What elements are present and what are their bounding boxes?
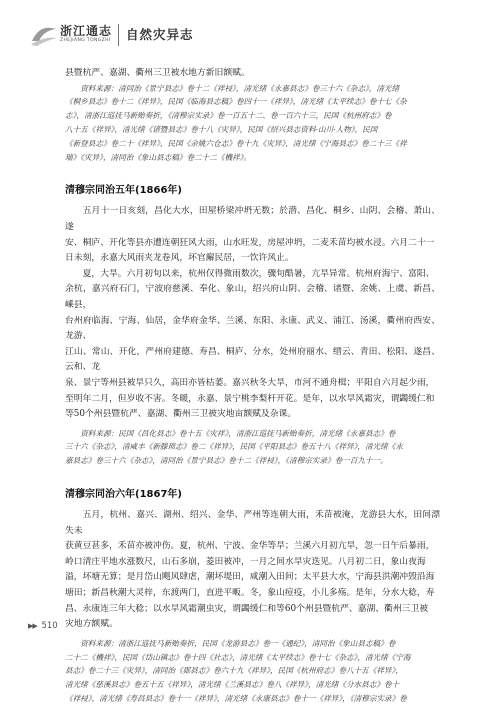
source-note: 资料来源：清同治《景宁县志》卷十二《祥祲》，清光绪《永嘉县志》卷三十六《杂志》，清光绪 《桐乡县志》卷十二《祥异》，民国《临海县志稿》卷四十一《祥异》，清光绪《太平续志》卷十七《杂 志》，清浙江巡抚马新贻奏折，《清穆宗实录》卷一百五十二、卷一百六十三，民国《杭州府志》卷 八十五《祥异》，清光绪《诸暨县志》卷十八《灾异》，民国《绍兴县志资料·山川·人物》，民国 《新登县志》卷二十《祥异》，民国《余姚六仓志》卷十九《灾异》，清光绪《宁海县志》卷二十三《祥 瑞》《灾异》，清同治《象山县志稿》卷二十二《機祥》。 [65,83,407,162]
section-heading: 清穆宗同治五年(1866年) [65,185,182,197]
chapter-title: 自然灾异志 [126,27,194,42]
page-number: 510 [41,621,58,631]
logo-subtitle: ZHEJIANG TONGZHI [60,38,111,43]
logo [30,20,116,54]
source-note: 资料来源：清浙江巡抚马新贻奏折，民国《龙游县志》卷一《通纪》，清同治《象山县志稿》卷 二十二《機祥》，民国《岱山镇志》卷十四《社志》，清光绪《太平续志》卷十七《杂志》，清光绪《宁海 县志》卷二十三《灾异》，清同治《郧县志》卷六十九《祥异》，民国《杭州府志》卷八十五《祥异》， 清光绪《慈溪县志》卷五十五《祥异》，清光绪《兰溪县志》卷八《祥异》，清光绪《分水县志》卷十 《祥祲》，清光绪《寿昌县志》卷十一《祥异》，清光绪《永康县志》卷十一《祥异》，《清穆宗实录》卷 [65,638,411,704]
page-header [0,0,480,62]
body-paragraph: 五月十一日亥刻，昌化大水，田屋桥梁冲坍无数；於潜、昌化、桐乡、山阴、会稽、萧山、遂 安、桐庐、开化等县亦遭连朝狂风大雨，山水旺发，房屋冲坍，二麦禾苗均被水浸。六月二十一 日未刻，永嘉大风雨夹龙卷风，坏官廨民居，一饮许风止。 [65,206,440,264]
header-divider [118,24,119,46]
body-paragraph: 五月，杭州、嘉兴、湖州、绍兴、金华、严州等连朝大雨，禾苗被淹，龙游县大水，田间漂失未 获黄豆甚多，禾苗亦被冲伤。夏，杭州、宁波、金华等旱；兰溪六月初亢旱，忽一日午后暴雨， 岭口清庄平地水涨数尺，山石多崩，菱田被冲，一月之间水旱灾迭见。八月初二日，象山夜海 溢，坏塘无算；是月岱山飓风肆虐，潮坏堤田，咸潮入田间；太平县大水，宁海县洪潮冲毁沿海 塘田；新昌秋潮大灵梓，东渡两门，直进平畈。冬，象山痘疫，小儿多殇。是年，分水大稔，寿 昌、永康连三年大稔；以水旱风霜潮虫灾，谓蠲缓仁和等60个州县暨杭严、嘉湖、衢州三卫被 灾地方额赋。 [65,510,440,630]
body-paragraph: 夏，大旱。六月初旬以来，杭州仅得微雨数次，骤旬酷暑，亢旱异常。杭州府海宁、富阳、 余杭，嘉兴府石门，宁波府慈溪、奉化、象山，绍兴府山阴、会稽、诸暨、余姚、上虞、新昌、嵊县， 台州府临海、宁海、仙居，金华府金华、兰溪、东阳、永康、武义、浦江、汤溪，衢州府西安、龙游、 江山、常山、开化，严州府建德、寿昌、桐庐、分水，处州府丽水、缙云、青田、松阳、遂昌、云和、龙 泉、景宁等州县被旱只久，高田亦皆枯萎。嘉兴秋冬大旱，市河不通舟楫；平阳自六月起少雨， 至明年二月，但岁收不害。冬暖，永嘉、景宁桃李梨杆开花。是年，以水旱风霜灾，谓蠲缓仁和 等50个州县暨杭严、嘉湖、衢州三卫被灾地亩额赋及杂课。 [65,268,440,420]
section-heading: 清穆宗同治六年(1867年) [65,489,182,501]
source-note: 资料来源：民国《昌化县志》卷十五《灾祥》，清浙江巡抚马新贻奏折，清光绪《永嘉县志》卷 三十六《杂志》，清咸丰《新滕琐志》卷二《祥异》，民国《平阳县志》卷五十八《祥异》，清光绪《永 嘉县志》卷三十六《杂志》，清同治《景宁县志》卷十二《祥祲》，《清穆宗实录》卷一百九十一。 [65,428,403,466]
intro-paragraph: 县暨杭严、嘉湖、衢州三卫被水地方新旧额赋。 [65,68,250,78]
logo-title: 浙江通志 [60,24,113,38]
page-footer [28,621,58,631]
wave-logo-icon [30,24,58,48]
page-body [65,66,440,706]
double-chevron-icon: ▶▶ [28,622,37,630]
